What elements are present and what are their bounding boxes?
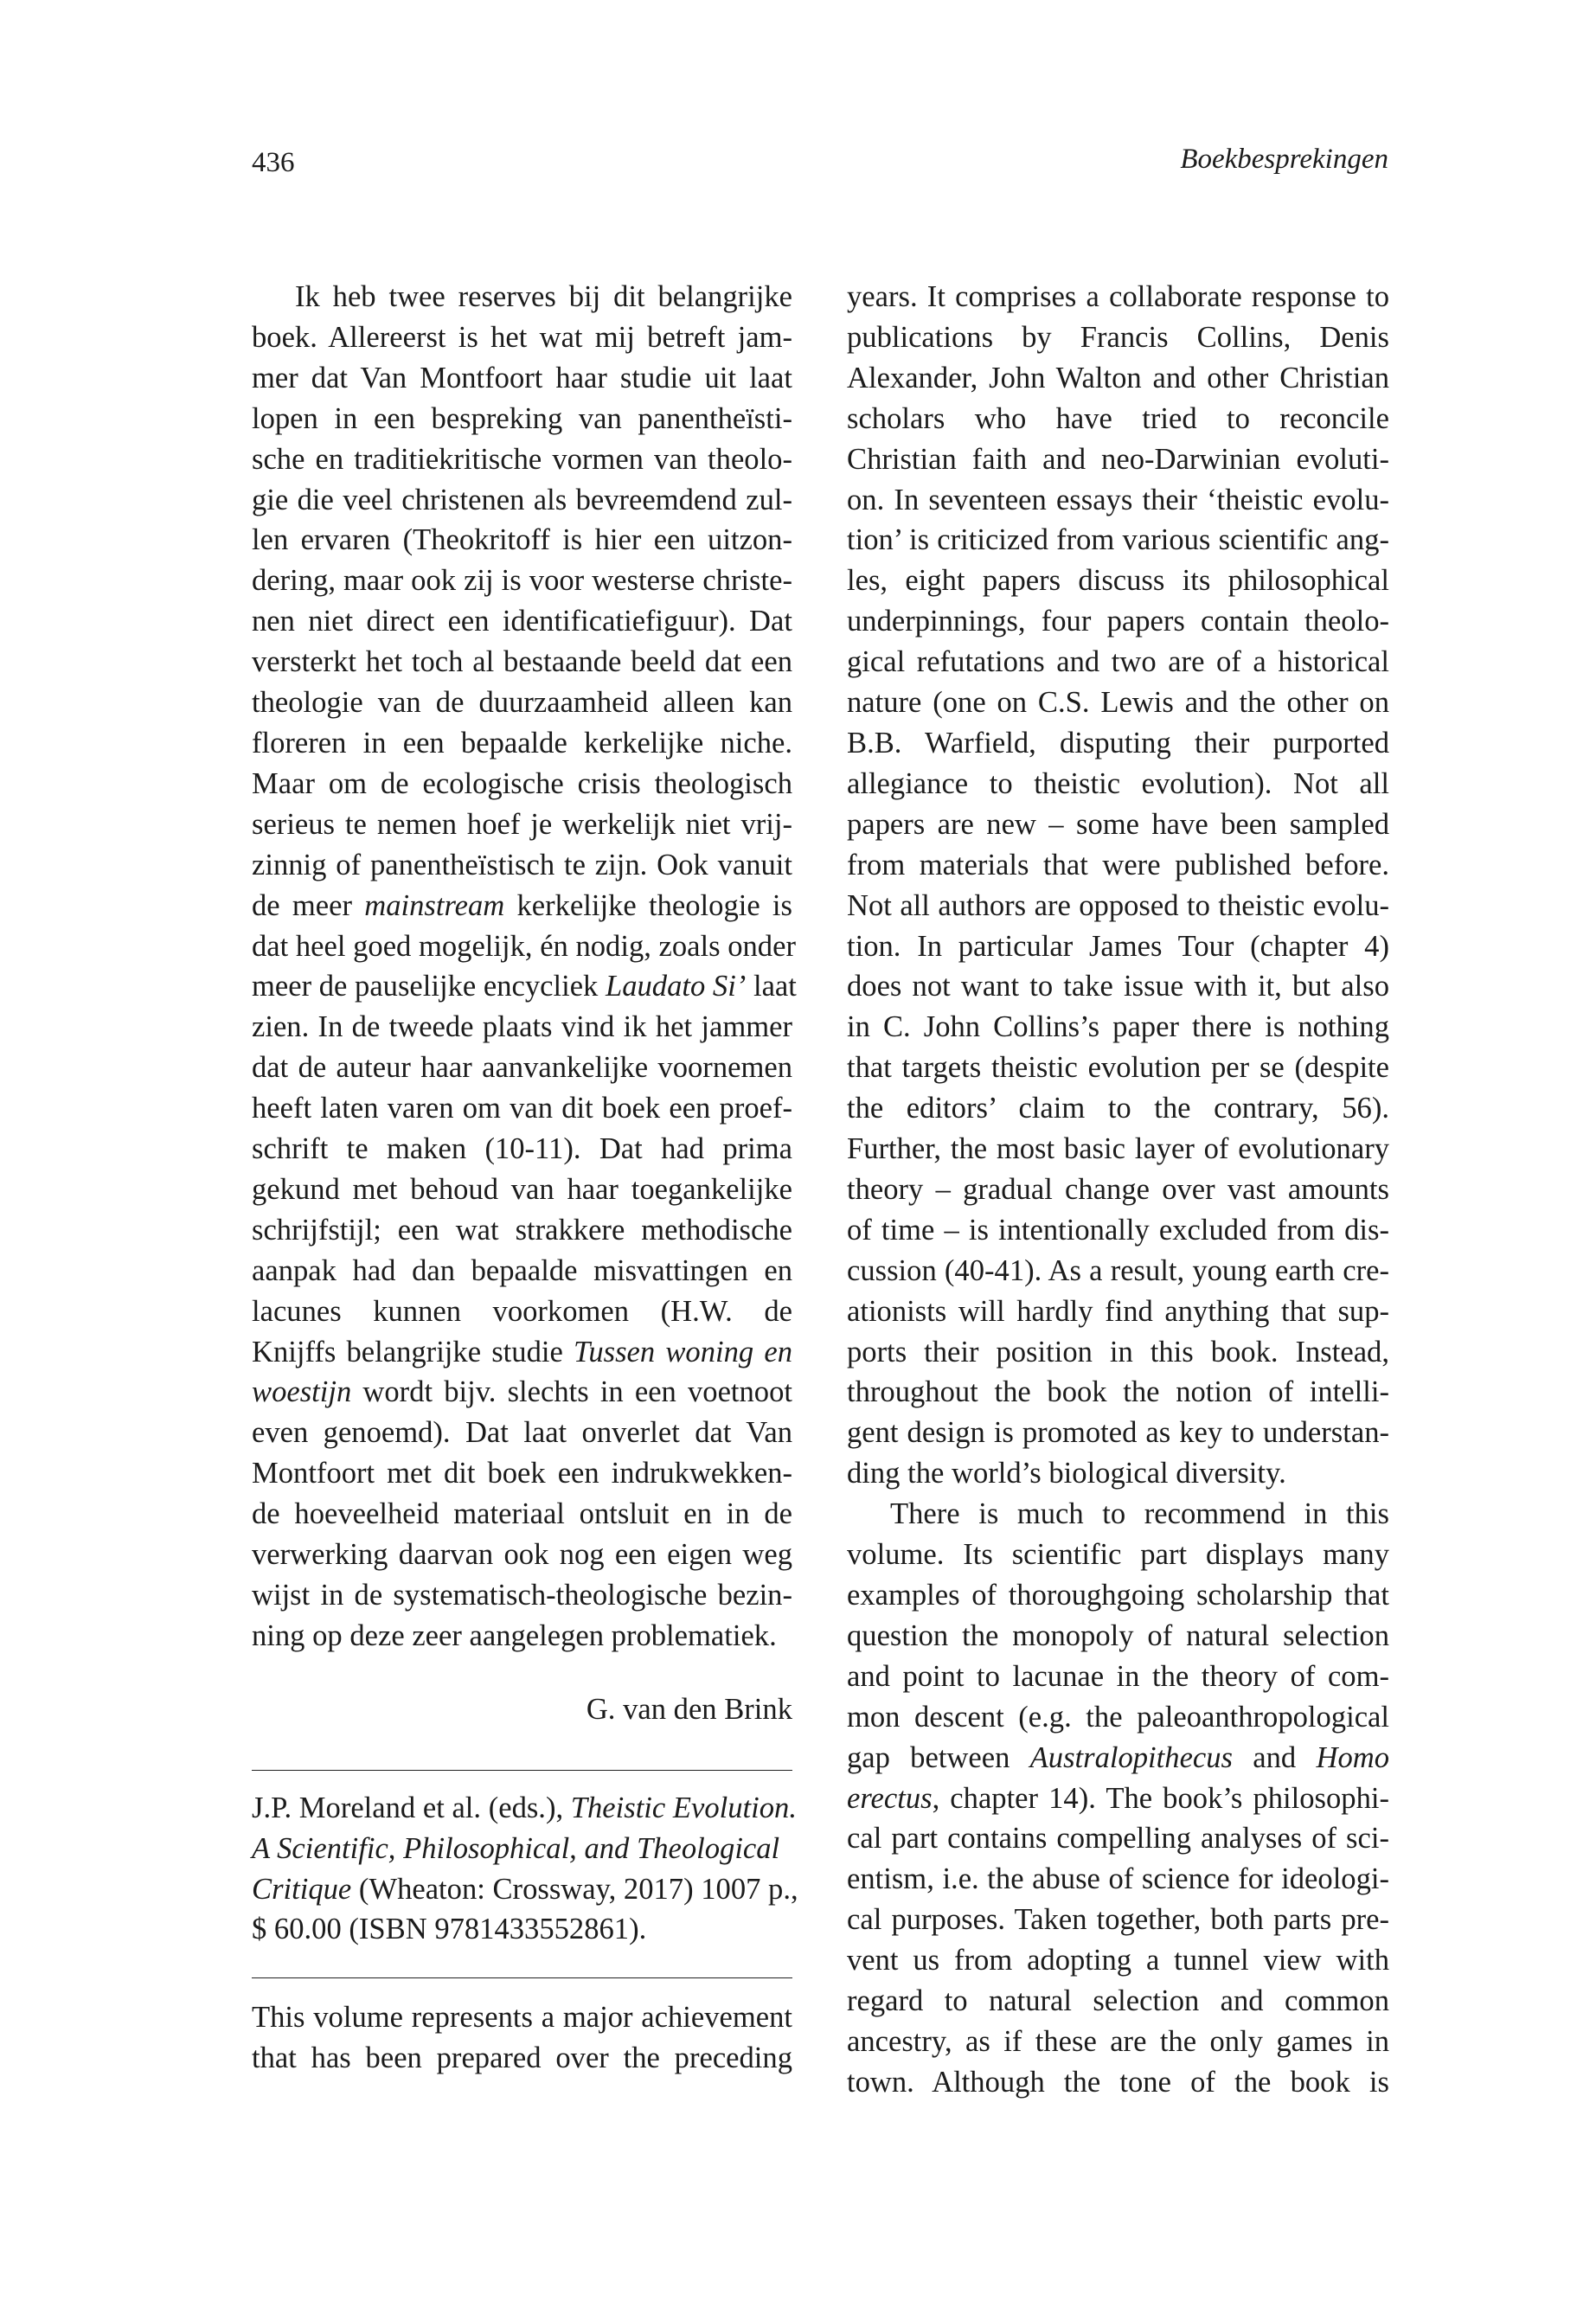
text-line: ding the world’s biological diversity. — [847, 1457, 1286, 1490]
text-line: years. It comprises a collaborate response to — [847, 280, 1389, 313]
text-line: les, eight papers discuss its philosophical — [847, 564, 1389, 598]
text-line: There is much to recommend in this — [890, 1497, 1389, 1531]
text-line: aanpak had dan bepaalde misvattingen en — [252, 1253, 792, 1287]
text-line: floreren in een bepaalde kerkelijke niche. — [252, 726, 792, 760]
text-line: Ik heb twee reserves bij dit belangrijke — [295, 280, 792, 313]
text-line: gap between Australopithecus and Homo — [847, 1740, 1389, 1774]
text-line: Montfoort met dit boek een indrukwekken- — [252, 1457, 792, 1490]
review-paragraph — [847, 277, 1389, 1494]
reference-line: A Scientific, Philosophical, and Theological — [252, 1831, 780, 1865]
text-line: on. In seventeen essays their ‘theistic evolu- — [847, 483, 1389, 516]
review-paragraph — [847, 1494, 1389, 2103]
review-paragraph — [252, 277, 797, 1657]
text-line: publications by Francis Collins, Denis — [847, 320, 1389, 354]
text-line: vent us from adopting a tunnel view with — [847, 1944, 1389, 1977]
text-line: schrijfstijl; een wat strakkere methodische — [252, 1213, 792, 1247]
text-line: regard to natural selection and common — [847, 1984, 1389, 2018]
text-line: tion. In particular James Tour (chapter 4) — [847, 929, 1389, 963]
text-line: scholars who have tried to reconcile — [847, 401, 1389, 435]
text-line: papers are new – some have been sampled — [847, 807, 1389, 841]
text-line: Christian faith and neo-Darwinian evoluti- — [847, 442, 1389, 476]
reference-line: J.P. Moreland et al. (eds.), Theistic Evolution. — [252, 1791, 797, 1824]
text-line: This volume represents a major achievement — [252, 2001, 792, 2035]
text-line: heeft laten varen om van dit boek een proef- — [252, 1092, 792, 1125]
reference-line: $ 60.00 (ISBN 9781433552861). — [252, 1913, 647, 1946]
text-line: nature (one on C.S. Lewis and the other on — [847, 686, 1389, 720]
reference-line: Critique (Wheaton: Crossway, 2017) 1007 p., — [252, 1872, 798, 1906]
text-line: theologie van de duurzaamheid alleen kan — [252, 686, 792, 720]
text-line: erectus, chapter 14). The book’s philosophi- — [847, 1781, 1389, 1815]
text-line: meer de pauselijke encycliek Laudato Si’ laat — [252, 970, 797, 1003]
text-line: tion’ is criticized from various scientific ang- — [847, 523, 1389, 557]
reviewer-signature: G. van den Brink — [586, 1692, 792, 1726]
left-column — [252, 277, 798, 2079]
text-line: verwerking daarvan ook nog een eigen weg — [252, 1538, 792, 1572]
text-line: in C. John Collins’s paper there is nothing — [847, 1010, 1389, 1044]
text-line: ports their position in this book. Instead, — [847, 1335, 1389, 1368]
right-column — [847, 277, 1389, 2103]
text-line: dering, maar ook zij is voor westerse christe- — [252, 564, 792, 598]
text-line: volume. Its scientific part displays many — [847, 1538, 1389, 1572]
text-line: sche en traditiekritische vormen van theolo- — [252, 442, 792, 476]
text-line: gent design is promoted as key to understan- — [847, 1416, 1389, 1450]
text-line: allegiance to theistic evolution). Not all — [847, 766, 1389, 800]
text-line: and point to lacunae in the theory of com- — [847, 1659, 1389, 1693]
text-line: zien. In de tweede plaats vind ik het jammer — [252, 1010, 792, 1044]
text-line: schrift te maken (10-11). Dat had prima — [252, 1132, 792, 1166]
text-line: ancestry, as if these are the only games in — [847, 2024, 1389, 2058]
text-line: question the monopoly of natural selection — [847, 1618, 1389, 1652]
text-line: versterkt het toch al bestaande beeld dat een — [252, 645, 792, 679]
book-reference — [252, 1788, 798, 1951]
text-line: underpinnings, four papers contain theolo- — [847, 605, 1389, 638]
text-line: nen niet direct een identificatiefiguur). Dat — [252, 605, 792, 638]
text-line: dat de auteur haar aanvankelijke voornemen — [252, 1051, 792, 1085]
text-line: ationists will hardly find anything that sup- — [847, 1294, 1389, 1328]
text-line: Maar om de ecologische crisis theologisch — [252, 766, 792, 800]
text-line: Further, the most basic layer of evolutionary — [847, 1132, 1389, 1166]
text-line: mon descent (e.g. the paleoanthropological — [847, 1700, 1389, 1734]
text-line: de hoeveelheid materiaal ontsluit en in de — [252, 1497, 792, 1531]
text-line: Knijffs belangrijke studie Tussen woning en — [252, 1335, 792, 1368]
text-line: dat heel goed mogelijk, én nodig, zoals onder — [252, 929, 796, 963]
text-line: cal part contains compelling analyses of sci- — [847, 1822, 1389, 1856]
text-line: that targets theistic evolution per se (despite — [847, 1051, 1389, 1085]
text-line: woestijn wordt bijv. slechts in een voetnoot — [252, 1375, 792, 1409]
text-line: even genoemd). Dat laat onverlet dat Van — [252, 1416, 792, 1450]
text-line: serieus te nemen hoef je werkelijk niet vrij- — [252, 807, 792, 841]
text-line: gie die veel christenen als bevreemdend zul- — [252, 483, 792, 516]
text-line: of time – is intentionally excluded from dis- — [847, 1213, 1389, 1247]
text-line: throughout the book the notion of intelli- — [847, 1375, 1389, 1409]
text-line: cal purposes. Taken together, both parts pre- — [847, 1903, 1389, 1937]
text-line: Not all authors are opposed to theistic evolu- — [847, 888, 1389, 922]
text-line: lacunes kunnen voorkomen (H.W. de — [252, 1294, 792, 1328]
page-number: 436 — [252, 147, 295, 178]
text-line: entism, i.e. the abuse of science for ideologi- — [847, 1862, 1389, 1896]
text-line: len ervaren (Theokritoff is hier een uitzon- — [252, 523, 792, 557]
text-line: theory – gradual change over vast amounts — [847, 1172, 1389, 1206]
review-paragraph — [252, 1997, 792, 2079]
text-line: gekund met behoud van haar toegankelijke — [252, 1172, 792, 1206]
text-line: de meer mainstream kerkelijke theologie is — [252, 888, 792, 922]
text-line: does not want to take issue with it, but also — [847, 970, 1389, 1003]
text-line: zinnig of panentheïstisch te zijn. Ook vanuit — [252, 848, 792, 881]
text-line: boek. Allereerst is het wat mij betreft jam- — [252, 320, 792, 354]
text-line: lopen in een bespreking van panentheïsti- — [252, 401, 792, 435]
text-line: gical refutations and two are of a historical — [847, 645, 1389, 679]
text-line: Alexander, John Walton and other Christian — [847, 361, 1389, 394]
text-line: cussion (40-41). As a result, young earth cre- — [847, 1253, 1389, 1287]
text-line: B.B. Warfield, disputing their purported — [847, 726, 1389, 760]
text-line: wijst in de systematisch-theologische bezin- — [252, 1579, 792, 1612]
text-line: town. Although the tone of the book is — [847, 2065, 1389, 2099]
text-line: ning op deze zeer aangelegen problematiek. — [252, 1618, 777, 1652]
running-header-title: Boekbesprekingen — [1180, 144, 1388, 175]
text-line: from materials that were published before. — [847, 848, 1389, 881]
text-line: examples of thoroughgoing scholarship that — [847, 1579, 1389, 1612]
text-line: mer dat Van Montfoort haar studie uit laat — [252, 361, 792, 394]
text-line: that has been prepared over the preceding — [252, 2041, 792, 2075]
text-line: the editors’ claim to the contrary, 56). — [847, 1092, 1389, 1125]
